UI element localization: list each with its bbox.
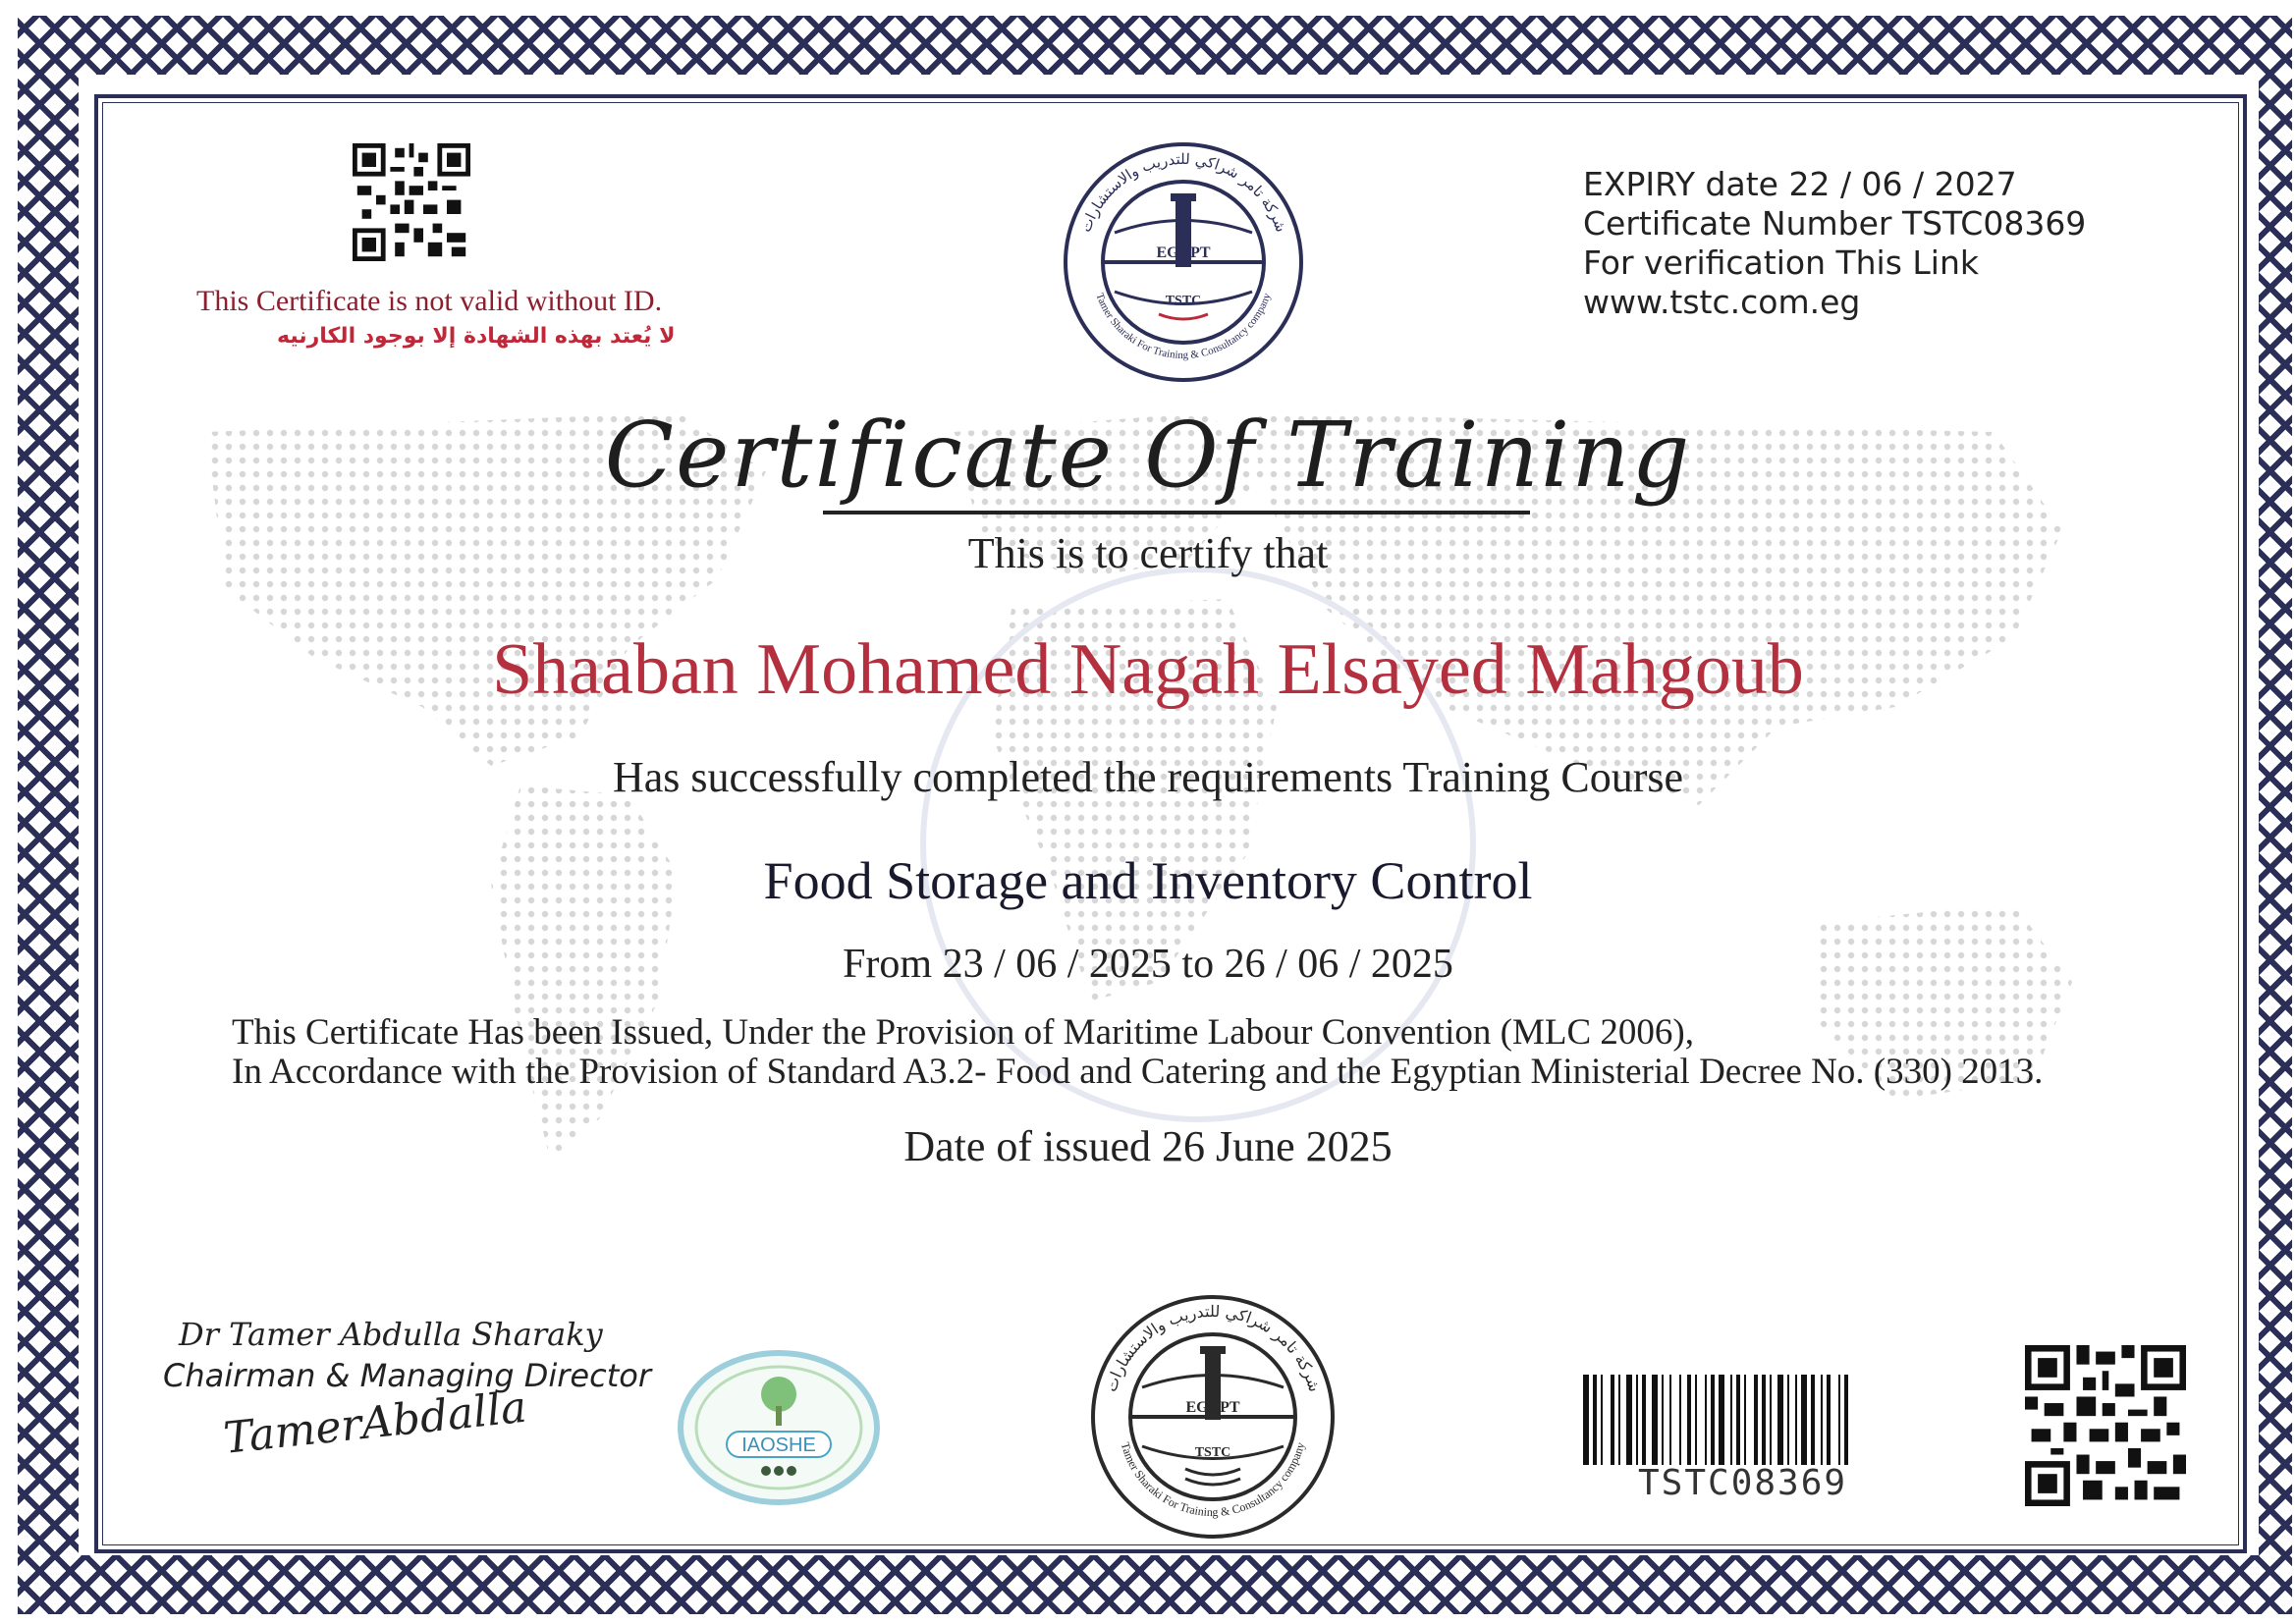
qr-code-icon-bottom [2025, 1345, 2186, 1506]
certificate-title: Certificate Of Training [604, 403, 1692, 508]
svg-text:EGYPT: EGYPT [1156, 244, 1211, 261]
validity-note-en: This Certificate is not valid without ID. [196, 285, 663, 317]
validity-note-ar: لا يُعتد بهذه الشهادة إلا بوجود الكارنيه [277, 324, 676, 349]
barcode-bar [1662, 1375, 1664, 1465]
svg-text:TSTC: TSTC [1165, 294, 1202, 308]
svg-text:TSTC: TSTC [1194, 1445, 1231, 1460]
svg-text:شركة تامر شراكي للتدريب والاست: شركة تامر شراكي للتدريب والاستشارات [1076, 149, 1290, 235]
barcode-bar [1777, 1375, 1783, 1465]
expiry-date: EXPIRY date 22 / 06 / 2027 [1583, 165, 2017, 203]
certificate-number: Certificate Number TSTC08369 [1583, 204, 2087, 243]
barcode-bar [1652, 1375, 1658, 1465]
barcode-bar [1838, 1375, 1840, 1465]
barcode-bar [1618, 1375, 1620, 1465]
signatory-name: Dr Tamer Abdulla Sharaky [179, 1316, 603, 1353]
barcode-bar [1626, 1375, 1632, 1465]
barcode-bar [1642, 1375, 1646, 1465]
provision-line-2: In Accordance with the Provision of Standard A3.2- Food and Catering and the Egyptian Ministerial Decree No. (330) 2013. [232, 1052, 2044, 1092]
barcode-bar [1795, 1375, 1797, 1465]
barcode-bar [1711, 1375, 1715, 1465]
verification-note: For verification This Link [1583, 244, 1979, 282]
course-date-range: From 23 / 06 / 2025 to 26 / 06 / 2025 [843, 942, 1453, 987]
barcode-bar [1695, 1375, 1697, 1465]
company-seal-bottom [1085, 1294, 1340, 1540]
svg-text:IAOSHE: IAOSHE [741, 1435, 816, 1456]
barcode-number: TSTC08369 [1638, 1463, 1848, 1503]
verification-link[interactable]: www.tstc.com.eg [1583, 283, 1861, 321]
barcode-bar [1730, 1375, 1732, 1465]
barcode-bar [1687, 1375, 1691, 1465]
barcode-bar [1601, 1375, 1603, 1465]
barcode-bar [1762, 1375, 1766, 1465]
barcode-bar [1736, 1375, 1740, 1465]
barcode-bar [1787, 1375, 1789, 1465]
completion-statement: Has successfully completed the requirements Training Course [612, 753, 1683, 801]
barcode-bar [1811, 1375, 1815, 1465]
barcode-bar [1719, 1375, 1724, 1465]
signatory-title: Chairman & Managing Director [163, 1357, 651, 1394]
barcode-bar [1611, 1375, 1614, 1465]
barcode-bar [1636, 1375, 1638, 1465]
barcode-bar [1770, 1375, 1772, 1465]
barcode-bar [1583, 1375, 1589, 1465]
certify-intro: This is to certify that [967, 529, 1329, 577]
barcode-bar [1844, 1375, 1848, 1465]
title-underline [823, 511, 1530, 514]
qr-code-icon [348, 143, 475, 261]
course-name: Food Storage and Inventory Control [763, 851, 1533, 910]
issue-date: Date of issued 26 June 2025 [903, 1122, 1393, 1170]
svg-text:Tamer Sharaki For Training & C: Tamer Sharaki For Training & Consultancy company [1093, 292, 1274, 362]
company-seal-top [1061, 139, 1306, 385]
barcode-bar [1705, 1375, 1707, 1465]
recipient-name: Shaaban Mohamed Nagah Elsayed Mahgoub [492, 629, 1804, 710]
signature: TamerAbdalla [221, 1381, 529, 1464]
svg-text:شركة تامر شراكي للتدريب والاست: شركة تامر شراكي للتدريب والاستشارات [1101, 1301, 1325, 1394]
svg-text:Tamer Sharaki For Training & C: Tamer Sharaki For Training & Consultancy company [1118, 1440, 1308, 1520]
barcode-bar [1744, 1375, 1746, 1465]
iaoshe-logo [676, 1349, 882, 1506]
barcode-bar [1669, 1375, 1671, 1465]
barcode-bar [1821, 1375, 1823, 1465]
barcode [1583, 1375, 1941, 1477]
barcode-bar [1827, 1375, 1831, 1465]
svg-text:EGYPT: EGYPT [1185, 1399, 1240, 1416]
provision-line-1: This Certificate Has been Issued, Under the Provision of Maritime Labour Convention (MLC 2006), [232, 1012, 1694, 1053]
barcode-bar [1679, 1375, 1681, 1465]
barcode-bar [1801, 1375, 1807, 1465]
barcode-bar [1754, 1375, 1758, 1465]
barcode-bar [1593, 1375, 1597, 1465]
